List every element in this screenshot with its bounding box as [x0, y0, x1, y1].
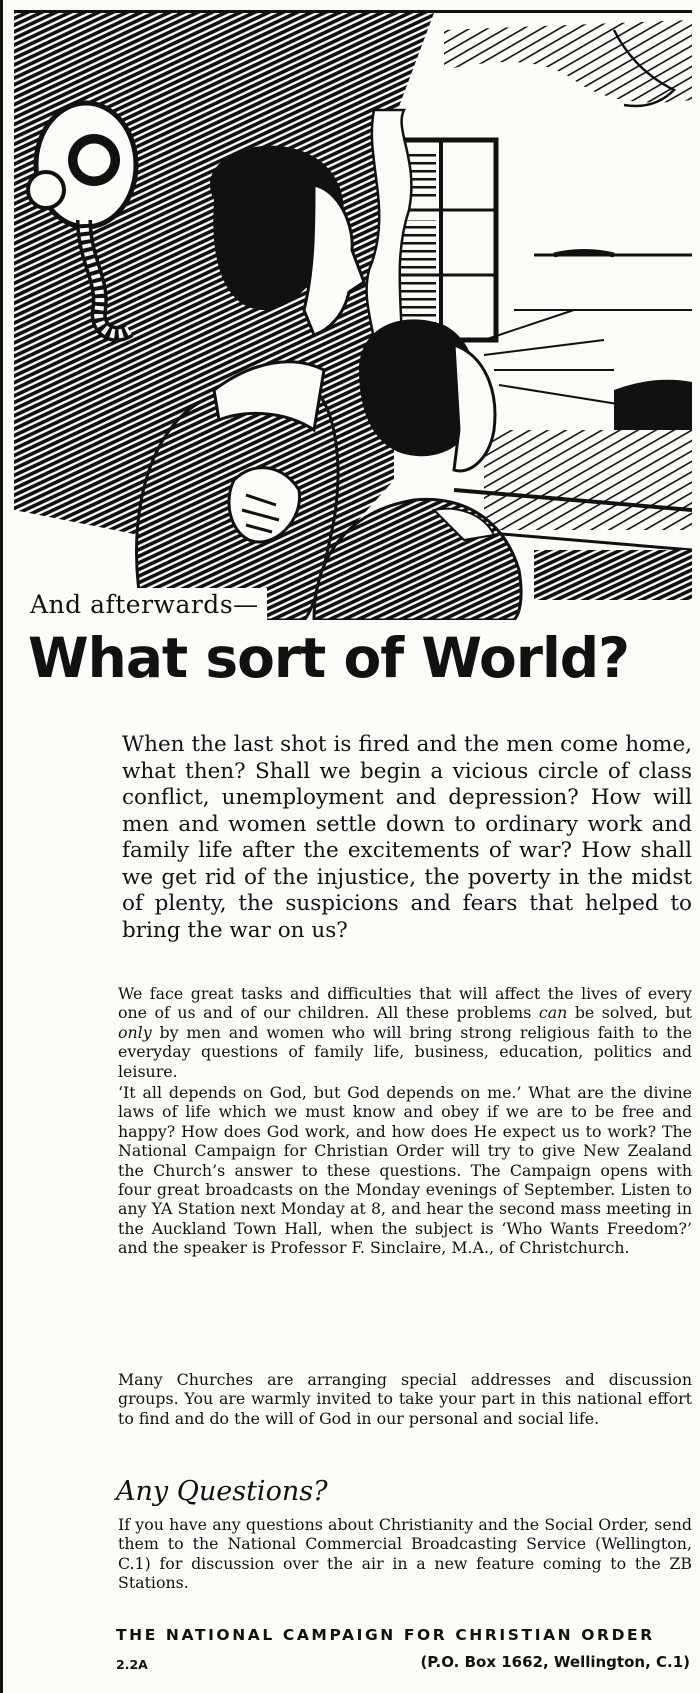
paragraph-tasks-part-c: by men and women who will bring strong religious faith to the everyday questions of family life, business, education, politics and leisure.: [118, 1022, 692, 1081]
paragraph-tasks: [118, 984, 692, 1081]
paragraph-tasks-part-b: be solved, but: [567, 1003, 692, 1023]
footer-organization: THE NATIONAL CAMPAIGN FOR CHRISTIAN ORDER: [116, 1626, 655, 1644]
headline: What sort of World?: [28, 626, 630, 690]
emphasis-only: only: [118, 1022, 152, 1042]
footer-code: 2.2A: [116, 1657, 148, 1672]
emphasis-can: can: [538, 1003, 568, 1023]
paragraph-churches: Many Churches are arranging special addresses and discussion groups. You are warmly invited to take your part in this national effort to find and do the will of God in our personal and social life.: [118, 1370, 692, 1428]
paragraph-campaign: ‘It all depends on God, but God depends on me.’ What are the divine laws of life which we must know and obey if we are to be free and happy? How does God work, and how does He expect us to work? The National Campaign for Christian Order will try to give New Zealand the Church’s answer to these questions. The Campaign opens with four great broadcasts on the Monday evenings of September. Listen to any YA Station next Monday at 8, and hear the second mass meeting in the Auckland Town Hall, when the subject is ‘Who Wants Freedom?’ and the speaker is Professor F. Sinclaire, M.A., of Christchurch.: [118, 1083, 692, 1258]
footer-address: (P.O. Box 1662, Wellington, C.1): [420, 1653, 690, 1671]
kicker-text: And afterwards—: [30, 588, 267, 621]
left-border-rule: [0, 0, 3, 1693]
paragraph-tasks-part-a: We face great tasks and difficulties that will affect the lives of every one of us and of our children. All these problems: [118, 984, 692, 1023]
illustration-woman-and-boy-at-window: [14, 10, 692, 620]
lead-paragraph: When the last shot is fired and the men come home, what then? Shall we begin a vicious circle of class conflict, unemployment and depression? How will men and women settle down to ordinary work and family life after the excitements of war? How shall we get rid of the injustice, the poverty in the midst of plenty, the suspicions and fears that helped to bring the war on us?: [122, 732, 692, 943]
paragraph-questions: If you have any questions about Christianity and the Social Order, send them to the National Commercial Broadcasting Service (Wellington, C.1) for discussion over the air in a new feature coming to the ZB Stations.: [118, 1515, 692, 1593]
questions-heading: Any Questions?: [116, 1476, 328, 1507]
